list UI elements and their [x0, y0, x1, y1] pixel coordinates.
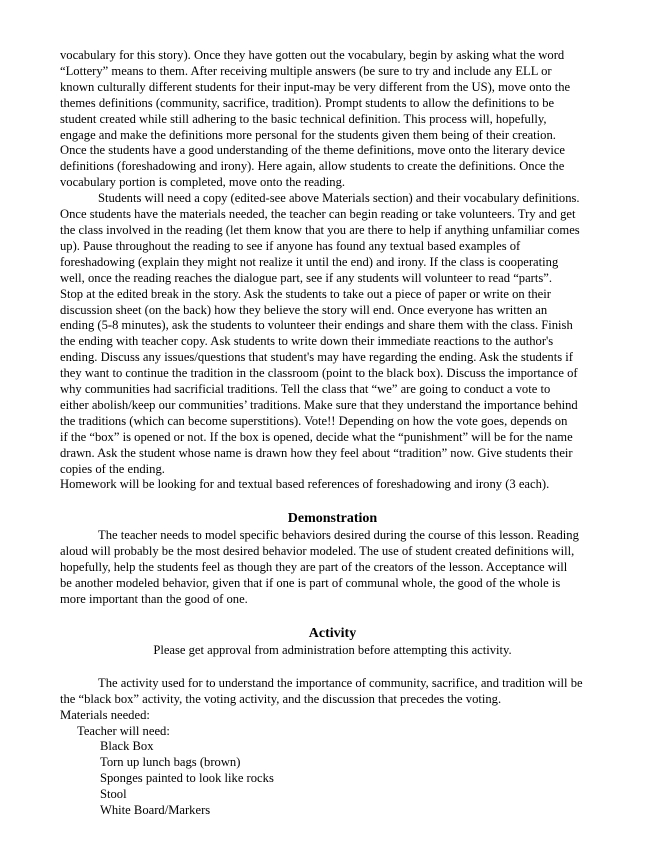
text-line: Stop at the edited break in the story. Ask the students to take out a piece of paper or write on their — [60, 286, 551, 301]
text-line: Once students have the materials needed, the teacher can begin reading or take volunteers. Try and get — [60, 207, 576, 222]
section-activity — [60, 625, 605, 819]
text-line: why communities had sacrificial traditions. Tell the class that “we” are going to conduct a vote to — [60, 382, 551, 397]
text-line: drawn. Ask the student whose name is drawn how they feel about “tradition” now. Give students their — [60, 445, 573, 460]
text-line: well, once the reading reaches the dialogue part, see if any students will volunteer to read “parts”. — [60, 270, 553, 285]
material-item: Sponges painted to look like rocks — [100, 771, 274, 786]
text-line: up). Pause throughout the reading to see if anyone has found any textual based examples of — [60, 238, 521, 253]
demonstration-heading: Demonstration — [287, 511, 378, 527]
text-line: they want to continue the tradition in the classroom (point to the black box). Discuss the importance of — [60, 366, 578, 381]
text-line: “Lottery” means to them. After receiving multiple answers (be sure to try and include any ELL or — [60, 63, 552, 78]
teacher-needs-label: Teacher will need: — [77, 723, 170, 738]
paragraph-reading — [60, 191, 605, 493]
text-line: be another modeled behavior, given that if one is part of communal whole, the good of the whole is — [60, 576, 561, 591]
text-line: The activity used for to understand the importance of community, sacrifice, and tradition will be — [98, 675, 583, 690]
text-line: hopefully, help the students feel as though they are part of the creators of the lesson. Acceptance will — [60, 560, 568, 575]
text-line: discussion sheet (on the back) how they believe the story will end. Once everyone has written an — [60, 302, 548, 317]
text-line: Students will need a copy (edited-see above Materials section) and their vocabulary definitions. — [98, 191, 580, 206]
text-line: Once the students have a good understanding of the theme definitions, move onto the literary device — [60, 143, 566, 158]
text-line: vocabulary portion is completed, move onto the reading. — [60, 175, 346, 190]
text-line: more important than the good of one. — [60, 592, 248, 606]
text-line: copies of the ending. — [60, 461, 165, 476]
text-line: engage and make the definitions more personal for the students given them being of their creation. — [60, 127, 556, 142]
document-page — [60, 48, 605, 819]
section-demonstration — [60, 510, 605, 608]
text-line: the ending with teacher copy. Ask students to write down their immediate reactions to the author's — [60, 334, 554, 349]
text-line: the class involved in the reading (let them know that you are there to help if anything unfamiliar comes — [60, 222, 580, 237]
material-item: Torn up lunch bags (brown) — [100, 755, 241, 770]
text-line: the traditions (which can become superstitions). Vote!! Depending on how the vote goes, depends on — [60, 413, 568, 428]
text-line: known culturally different students for their input-may be very different from the US), move onto the — [60, 79, 571, 94]
material-item: Black Box — [100, 739, 154, 754]
paragraph-vocabulary — [60, 48, 605, 191]
activity-heading: Activity — [308, 625, 357, 641]
text-line: foreshadowing (explain they might not realize it until the end) and irony. If the class is cooperating — [60, 254, 559, 269]
approval-note: Please get approval from administration before attempting this activity. — [153, 642, 512, 657]
text-line: ending (5-8 minutes), ask the students to volunteer their endings and share them with the class. Finish — [60, 318, 573, 333]
homework-line: Homework will be looking for and textual based references of foreshadowing and irony (3 each). — [60, 477, 550, 492]
text-line: aloud will probably be the most desired behavior modeled. The use of student created definitions will, — [60, 544, 575, 559]
text-line: if the “box” is opened or not. If the box is opened, decide what the “punishment” will be for the name — [60, 429, 573, 444]
materials-label: Materials needed: — [60, 707, 150, 722]
text-line: definitions (foreshadowing and irony). Here again, allow students to create the definitions. Once the — [60, 159, 565, 174]
text-line: the “black box” activity, the voting activity, and the discussion that precedes the voting. — [60, 691, 502, 706]
text-line: The teacher needs to model specific behaviors desired during the course of this lesson. Reading — [98, 528, 579, 543]
text-line: vocabulary for this story). Once they have gotten out the vocabulary, begin by asking what the word — [60, 48, 565, 62]
text-line: ending. Discuss any issues/questions that student's may have regarding the ending. Ask the students if — [60, 350, 573, 365]
material-item: White Board/Markers — [100, 803, 211, 818]
material-item: Stool — [100, 787, 127, 802]
text-line: student created while still adhering to the basic technical definition. This process will, hopefully, — [60, 111, 547, 126]
text-line: either abolish/keep our communities’ traditions. Make sure that they understand the importance behind — [60, 397, 578, 412]
text-line: themes definitions (community, sacrifice, tradition). Prompt students to allow the definitions to be — [60, 95, 555, 110]
